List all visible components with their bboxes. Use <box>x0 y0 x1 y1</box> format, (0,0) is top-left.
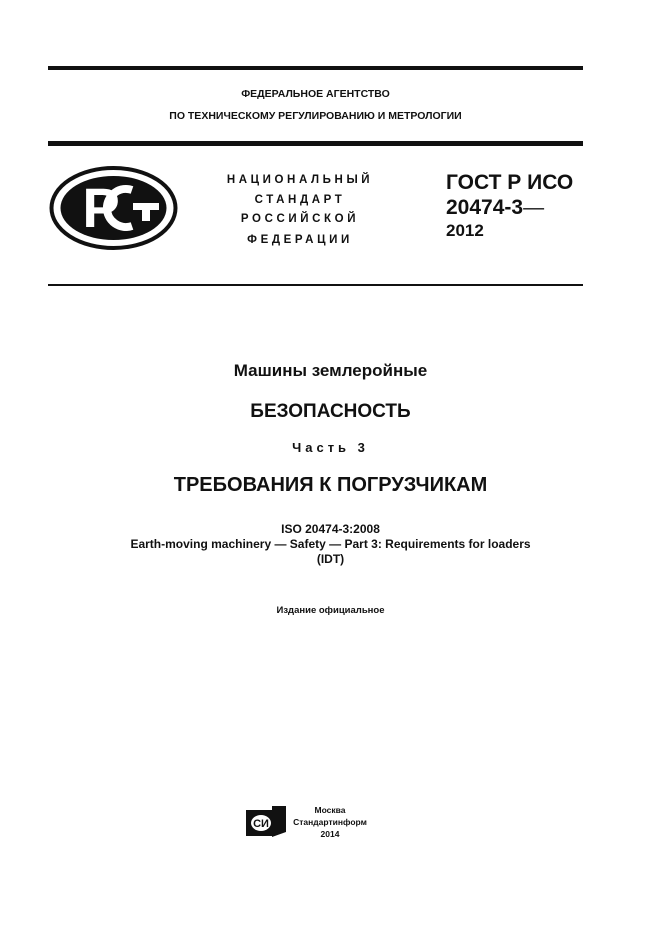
title-safety: БЕЗОПАСНОСТЬ <box>250 401 411 422</box>
designation-dash: — <box>523 196 545 219</box>
designation-year: 2012 <box>446 221 484 240</box>
title-requirements: ТРЕБОВАНИЯ К ПОГРУЗЧИКАМ <box>173 474 488 496</box>
title-machines: Машины землеройные <box>233 361 428 380</box>
designation-number <box>446 196 544 220</box>
title-part: Часть 3 <box>292 440 369 455</box>
publisher-name: Стандартинформ <box>293 817 367 827</box>
standard-rule <box>48 284 583 286</box>
top-rule <box>48 66 583 70</box>
standartinform-logo-icon <box>246 806 286 837</box>
svg-text:Р: Р <box>82 176 120 239</box>
iso-code: ISO 20474-3:2008 <box>281 522 380 536</box>
agency-line-2: ПО ТЕХНИЧЕСКОМУ РЕГУЛИРОВАНИЮ И МЕТРОЛОГИИ <box>169 110 462 122</box>
header-rule <box>48 141 583 146</box>
standard-line-4: ФЕДЕРАЦИИ <box>247 234 353 246</box>
designation-line-1: ГОСТ Р ИСО <box>446 171 574 194</box>
standard-line-2: СТАНДАРТ <box>254 194 346 206</box>
iso-english-title: Earth-moving machinery — Safety — Part 3: Requirements for loaders <box>130 537 531 551</box>
agency-line-1: ФЕДЕРАЛЬНОЕ АГЕНТСТВО <box>241 88 390 100</box>
svg-text:СИ: СИ <box>253 818 269 830</box>
edition-note: Издание официальное <box>276 605 385 616</box>
standard-line-3: РОССИЙСКОЙ <box>240 213 360 225</box>
designation-number-text: 20474-3 <box>446 196 524 219</box>
publisher-year: 2014 <box>320 829 340 839</box>
publisher-city: Москва <box>314 805 346 815</box>
iso-degree: (IDT) <box>316 552 345 566</box>
gost-emblem-icon <box>48 165 179 251</box>
standard-line-1: НАЦИОНАЛЬНЫЙ <box>226 174 374 186</box>
